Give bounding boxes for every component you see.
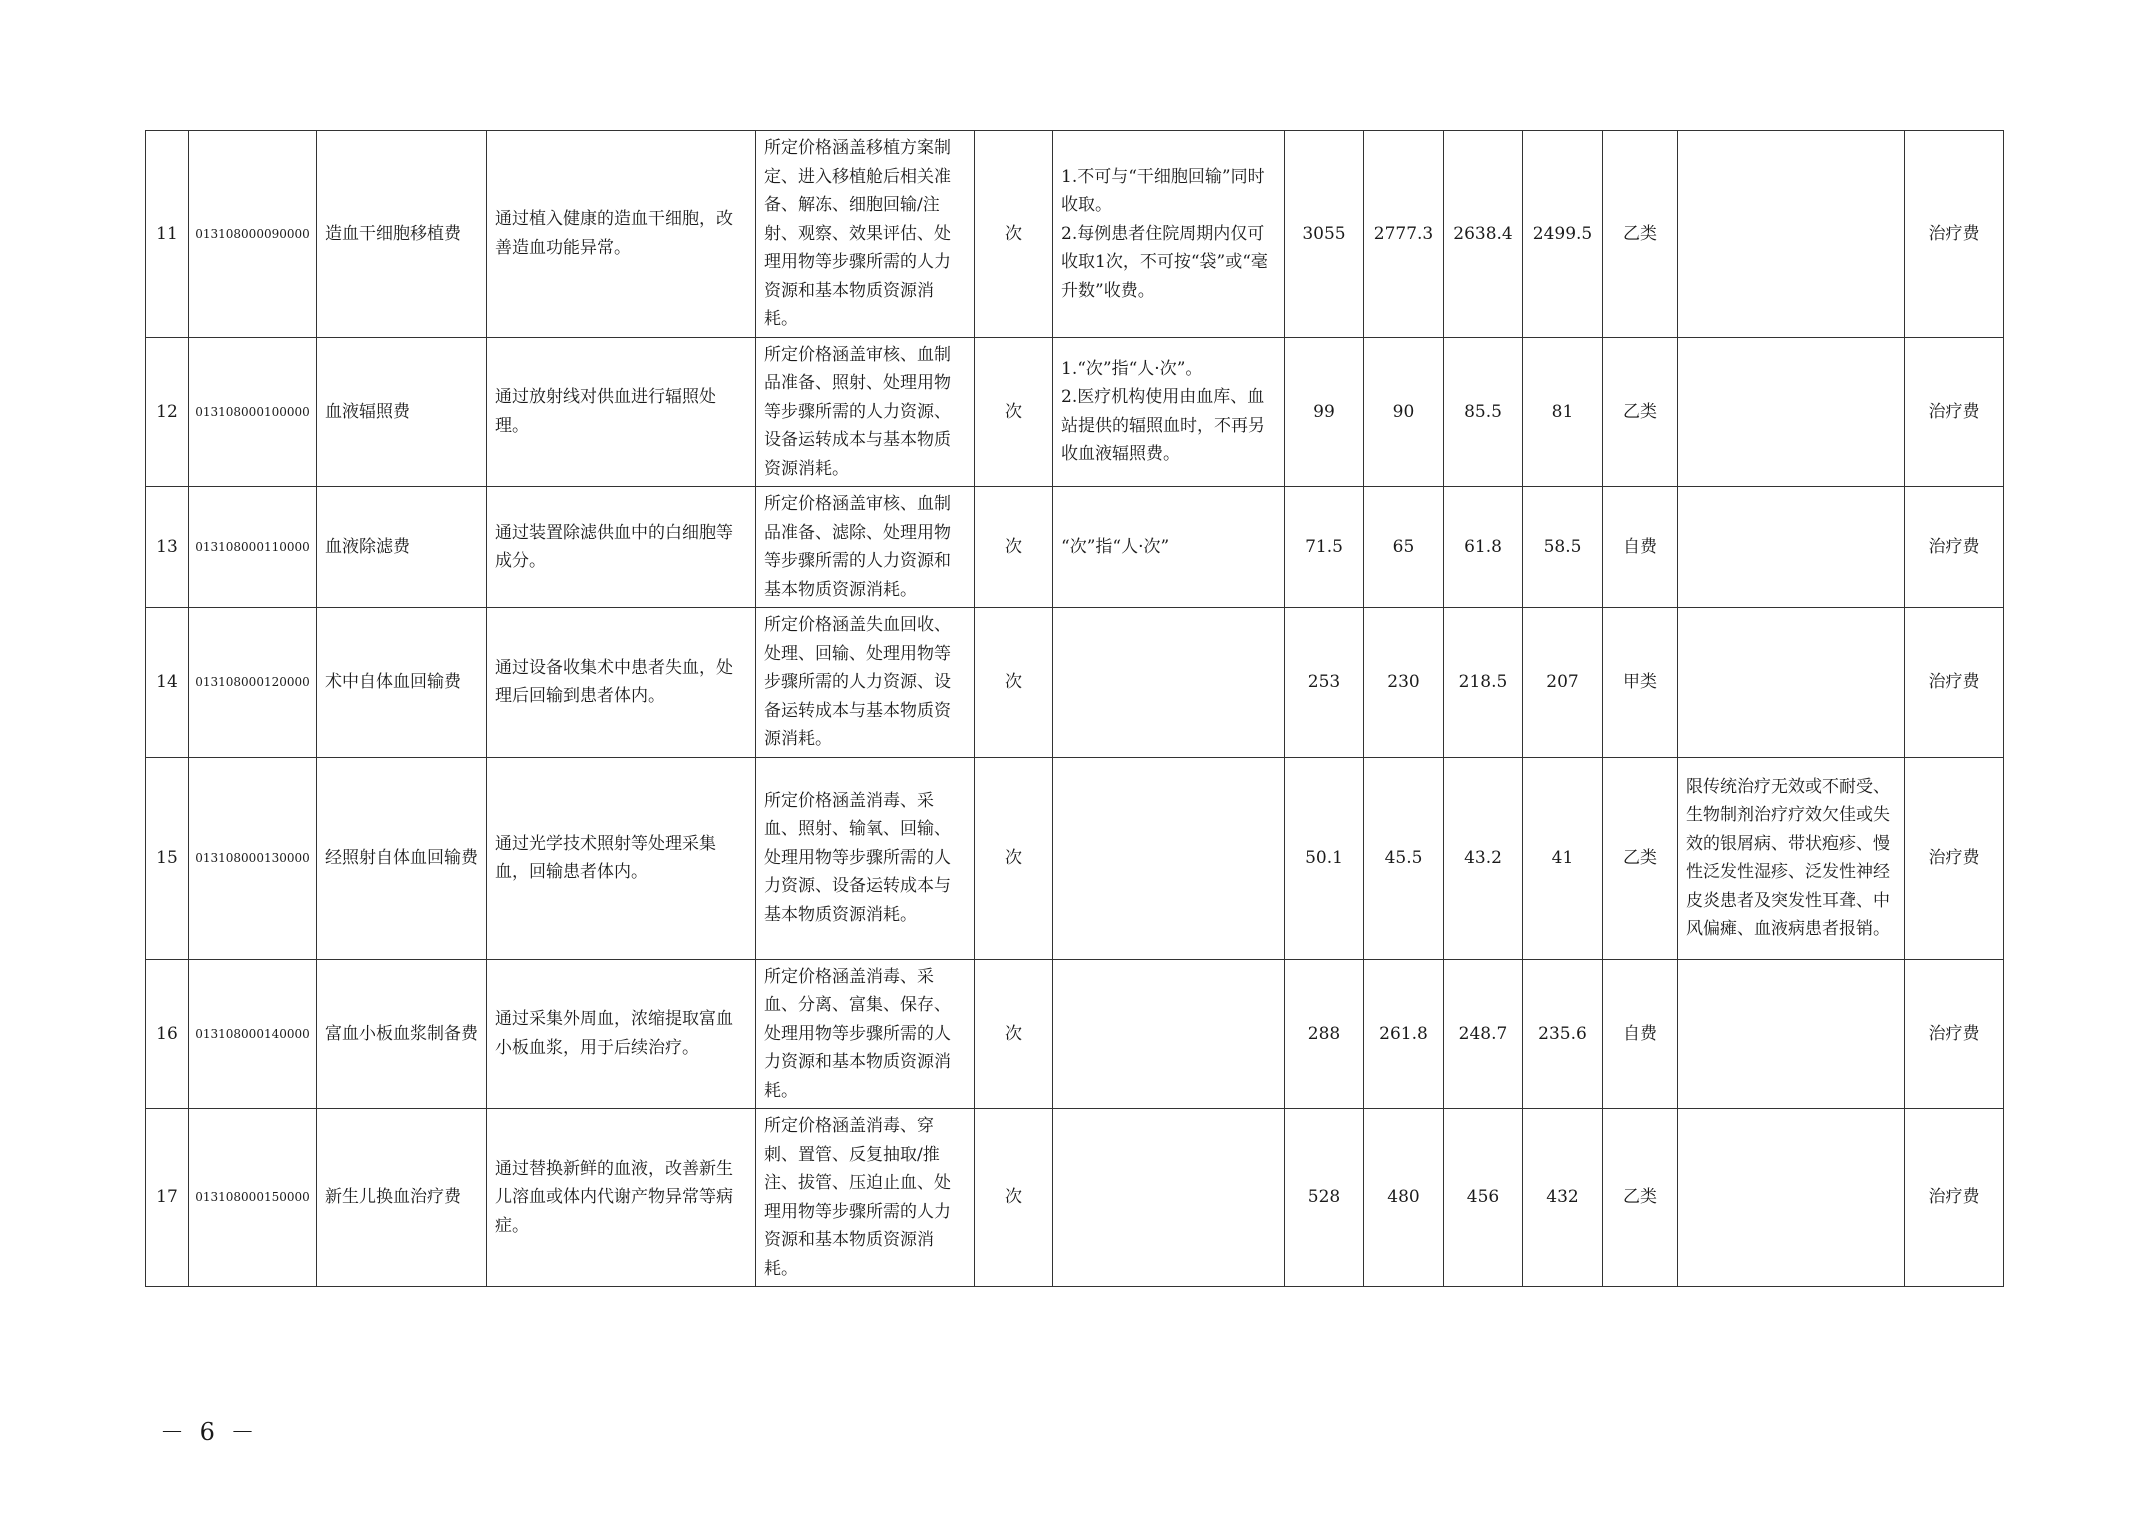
- service-connotation-cell: 通过植入健康的造血干细胞，改善造血功能异常。: [487, 131, 756, 338]
- pricing-note-cell: 1.“次”指“人·次”。 2.医疗机构使用由血库、血站提供的辐照血时，不再另收血液辐照费。: [1053, 337, 1285, 487]
- insurance-class-cell: 乙类: [1603, 757, 1678, 959]
- item-name-cell: 血液辐照费: [317, 337, 487, 487]
- pricing-unit-cell: 次: [975, 757, 1053, 959]
- price-tier-4-cell: 2499.5: [1523, 131, 1603, 338]
- insurance-restriction-cell: [1678, 1109, 1905, 1287]
- price-tier-1-cell: 50.1: [1285, 757, 1364, 959]
- price-tier-3-cell: 456: [1444, 1109, 1523, 1287]
- insurance-restriction-cell: 限传统治疗无效或不耐受、生物制剂治疗疗效欠佳或失效的银屑病、带状疱疹、慢性泛发性湿疹、泛发性神经皮炎患者及突发性耳聋、中风偏瘫、血液病患者报销。: [1678, 757, 1905, 959]
- item-code-cell: 013108000150000: [189, 1109, 317, 1287]
- price-tier-3-cell: 43.2: [1444, 757, 1523, 959]
- row-number-cell: 16: [146, 959, 189, 1109]
- price-composition-cell: 所定价格涵盖失血回收、处理、回输、处理用物等步骤所需的人力资源、设备运转成本与基本物质资源消耗。: [756, 608, 975, 758]
- fee-category-cell: 治疗费: [1905, 757, 2004, 959]
- service-connotation-cell: 通过设备收集术中患者失血，处理后回输到患者体内。: [487, 608, 756, 758]
- item-code-cell: 013108000110000: [189, 487, 317, 608]
- price-tier-1-cell: 528: [1285, 1109, 1364, 1287]
- pricing-unit-cell: 次: [975, 131, 1053, 338]
- price-tier-2-cell: 261.8: [1364, 959, 1444, 1109]
- pricing-note-cell: [1053, 959, 1285, 1109]
- insurance-class-cell: 自费: [1603, 959, 1678, 1109]
- price-tier-4-cell: 41: [1523, 757, 1603, 959]
- insurance-restriction-cell: [1678, 487, 1905, 608]
- fee-category-cell: 治疗费: [1905, 1109, 2004, 1287]
- insurance-class-cell: 自费: [1603, 487, 1678, 608]
- insurance-restriction-cell: [1678, 131, 1905, 338]
- fee-category-cell: 治疗费: [1905, 487, 2004, 608]
- price-composition-cell: 所定价格涵盖审核、血制品准备、滤除、处理用物等步骤所需的人力资源和基本物质资源消耗。: [756, 487, 975, 608]
- service-connotation-cell: 通过放射线对供血进行辐照处理。: [487, 337, 756, 487]
- price-tier-4-cell: 432: [1523, 1109, 1603, 1287]
- row-number-cell: 12: [146, 337, 189, 487]
- pricing-note-cell: [1053, 608, 1285, 758]
- item-name-cell: 富血小板血浆制备费: [317, 959, 487, 1109]
- pricing-note-cell: [1053, 757, 1285, 959]
- table-row: [146, 959, 2004, 1109]
- pricing-unit-cell: 次: [975, 337, 1053, 487]
- insurance-class-cell: 乙类: [1603, 131, 1678, 338]
- price-tier-3-cell: 2638.4: [1444, 131, 1523, 338]
- item-name-cell: 经照射自体血回输费: [317, 757, 487, 959]
- insurance-class-cell: 甲类: [1603, 608, 1678, 758]
- row-number-cell: 14: [146, 608, 189, 758]
- item-code-cell: 013108000100000: [189, 337, 317, 487]
- item-code-cell: 013108000120000: [189, 608, 317, 758]
- pricing-unit-cell: 次: [975, 608, 1053, 758]
- insurance-restriction-cell: [1678, 608, 1905, 758]
- price-tier-4-cell: 81: [1523, 337, 1603, 487]
- price-composition-cell: 所定价格涵盖消毒、采血、照射、输氧、回输、处理用物等步骤所需的人力资源、设备运转成本与基本物质资源消耗。: [756, 757, 975, 959]
- insurance-restriction-cell: [1678, 337, 1905, 487]
- pricing-note-cell: 1.不可与“干细胞回输”同时收取。 2.每例患者住院周期内仅可收取1次，不可按“袋”或“毫升数”收费。: [1053, 131, 1285, 338]
- table-row: [146, 1109, 2004, 1287]
- row-number-cell: 17: [146, 1109, 189, 1287]
- table-row: [146, 487, 2004, 608]
- price-tier-1-cell: 99: [1285, 337, 1364, 487]
- table-row: [146, 757, 2004, 959]
- item-code-cell: 013108000130000: [189, 757, 317, 959]
- price-tier-2-cell: 2777.3: [1364, 131, 1444, 338]
- pricing-note-cell: [1053, 1109, 1285, 1287]
- price-tier-2-cell: 230: [1364, 608, 1444, 758]
- service-connotation-cell: 通过替换新鲜的血液，改善新生儿溶血或体内代谢产物异常等病症。: [487, 1109, 756, 1287]
- price-composition-cell: 所定价格涵盖审核、血制品准备、照射、处理用物等步骤所需的人力资源、设备运转成本与基本物质资源消耗。: [756, 337, 975, 487]
- price-tier-4-cell: 207: [1523, 608, 1603, 758]
- fee-category-cell: 治疗费: [1905, 959, 2004, 1109]
- item-name-cell: 术中自体血回输费: [317, 608, 487, 758]
- service-connotation-cell: 通过采集外周血，浓缩提取富血小板血浆，用于后续治疗。: [487, 959, 756, 1109]
- fee-category-cell: 治疗费: [1905, 337, 2004, 487]
- service-connotation-cell: 通过装置除滤供血中的白细胞等成分。: [487, 487, 756, 608]
- price-tier-1-cell: 288: [1285, 959, 1364, 1109]
- table-row: [146, 337, 2004, 487]
- table-row: [146, 131, 2004, 338]
- price-composition-cell: 所定价格涵盖消毒、采血、分离、富集、保存、处理用物等步骤所需的人力资源和基本物质资源消耗。: [756, 959, 975, 1109]
- insurance-class-cell: 乙类: [1603, 337, 1678, 487]
- item-name-cell: 新生儿换血治疗费: [317, 1109, 487, 1287]
- price-tier-2-cell: 90: [1364, 337, 1444, 487]
- price-tier-3-cell: 248.7: [1444, 959, 1523, 1109]
- pricing-unit-cell: 次: [975, 959, 1053, 1109]
- table-row: [146, 608, 2004, 758]
- price-composition-cell: 所定价格涵盖移植方案制定、进入移植舱后相关准备、解冻、细胞回输/注射、观察、效果评估、处理用物等步骤所需的人力资源和基本物质资源消耗。: [756, 131, 975, 338]
- price-tier-1-cell: 253: [1285, 608, 1364, 758]
- pricing-unit-cell: 次: [975, 487, 1053, 608]
- item-name-cell: 血液除滤费: [317, 487, 487, 608]
- item-code-cell: 013108000140000: [189, 959, 317, 1109]
- price-tier-1-cell: 3055: [1285, 131, 1364, 338]
- table-body: [146, 131, 2004, 1287]
- price-tier-2-cell: 480: [1364, 1109, 1444, 1287]
- price-tier-3-cell: 61.8: [1444, 487, 1523, 608]
- price-tier-3-cell: 218.5: [1444, 608, 1523, 758]
- price-tier-4-cell: 58.5: [1523, 487, 1603, 608]
- price-composition-cell: 所定价格涵盖消毒、穿刺、置管、反复抽取/推注、拔管、压迫止血、处理用物等步骤所需的人力资源和基本物质资源消耗。: [756, 1109, 975, 1287]
- price-tier-2-cell: 65: [1364, 487, 1444, 608]
- price-tier-3-cell: 85.5: [1444, 337, 1523, 487]
- row-number-cell: 15: [146, 757, 189, 959]
- price-table: [145, 130, 2004, 1287]
- service-connotation-cell: 通过光学技术照射等处理采集血，回输患者体内。: [487, 757, 756, 959]
- item-name-cell: 造血干细胞移植费: [317, 131, 487, 338]
- pricing-unit-cell: 次: [975, 1109, 1053, 1287]
- price-tier-4-cell: 235.6: [1523, 959, 1603, 1109]
- item-code-cell: 013108000090000: [189, 131, 317, 338]
- row-number-cell: 11: [146, 131, 189, 338]
- page-number: － 6 －: [160, 1418, 259, 1446]
- insurance-class-cell: 乙类: [1603, 1109, 1678, 1287]
- price-tier-2-cell: 45.5: [1364, 757, 1444, 959]
- fee-category-cell: 治疗费: [1905, 608, 2004, 758]
- row-number-cell: 13: [146, 487, 189, 608]
- price-tier-1-cell: 71.5: [1285, 487, 1364, 608]
- insurance-restriction-cell: [1678, 959, 1905, 1109]
- fee-category-cell: 治疗费: [1905, 131, 2004, 338]
- pricing-note-cell: “次”指“人·次”: [1053, 487, 1285, 608]
